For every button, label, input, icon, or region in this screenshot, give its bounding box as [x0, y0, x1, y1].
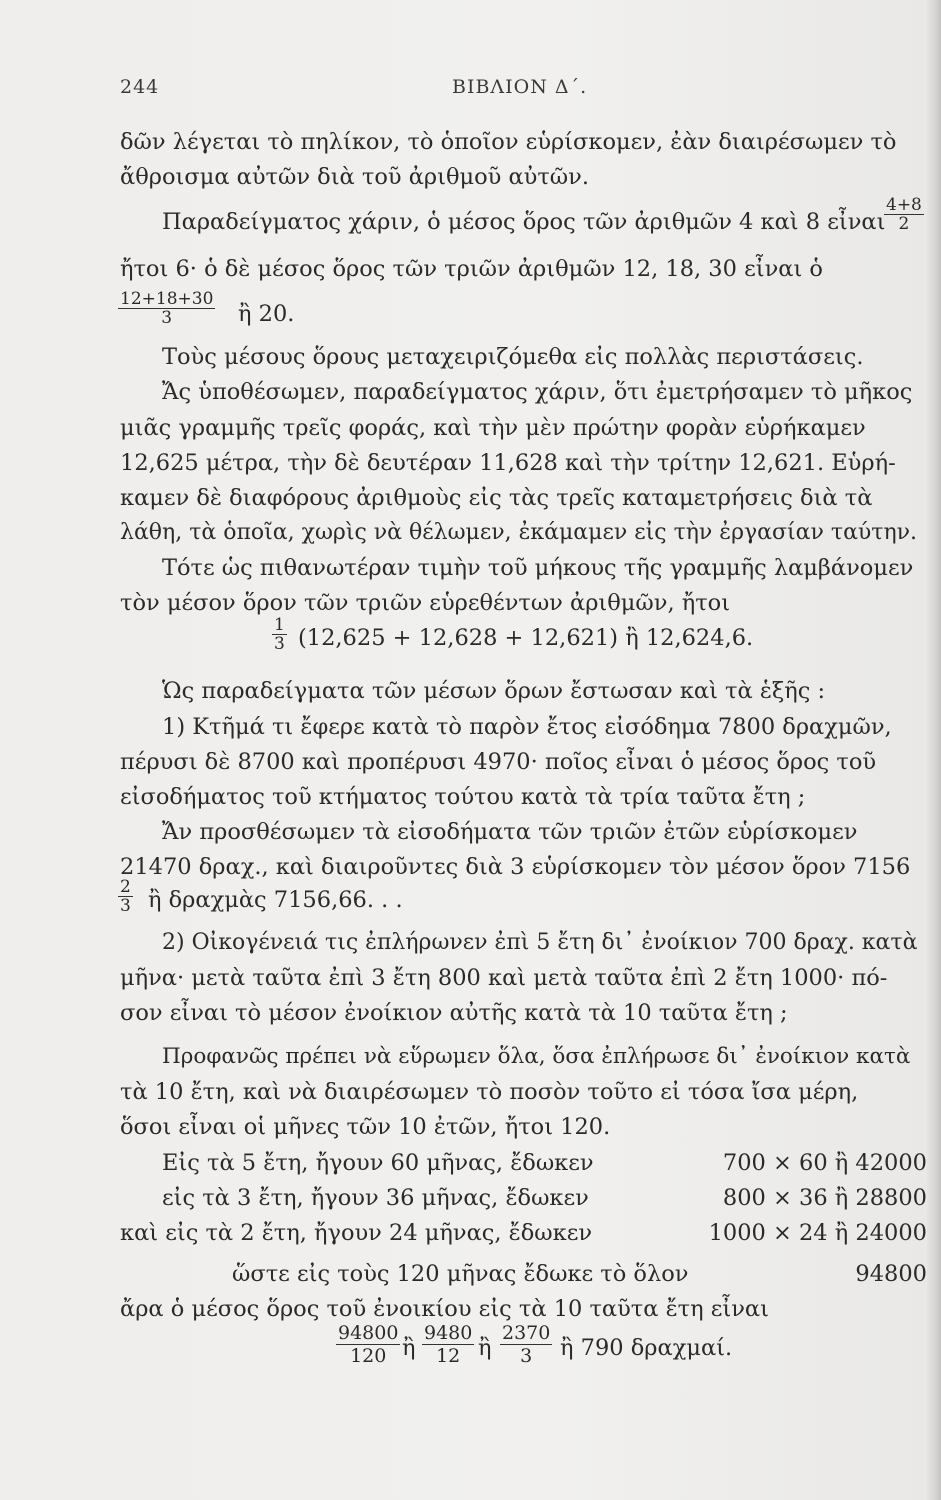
text-line: Ὡς παραδείγματα τῶν μέσων ὅρων ἔστωσαν καὶ τὰ ἑξῆς : [162, 678, 826, 704]
text-line: ὅσοι εἶναι οἱ μῆνες τῶν 10 ἐτῶν, ἤτοι 120. [120, 1114, 611, 1140]
text-line: 2) Οἰκογένειά τις ἐπλήρωνεν ἐπὶ 5 ἔτη δι᾽ ἐνοίκιον 700 δραχ. κατὰ [162, 930, 918, 955]
text-line: Τότε ὡς πιθανωτέραν τιμὴν τοῦ μήκους τῆς γραμμῆς λαμβάνομεν [162, 555, 914, 581]
fraction-denominator: 3 [274, 634, 285, 654]
text-line: σον εἶναι τὸ μέσον ἐνοίκιον αὐτῆς κατὰ τὰ 10 ταῦτα ἔτη ; [120, 1000, 788, 1026]
fraction-denominator: 3 [161, 308, 173, 328]
fraction [272, 616, 287, 653]
table-row-label: καὶ εἰς τὰ 2 ἔτη, ἤγουν 24 μῆνας, ἔδωκεν [120, 1220, 593, 1246]
text-line: μιᾶς γραμμῆς τρεῖς φοράς, καὶ τὴν μὲν πρώτην φορὰν εὑρήκαμεν [120, 415, 866, 441]
fraction [118, 878, 133, 915]
text-line: Προφανῶς πρέπει νὰ εὕρωμεν ὅλα, ὅσα ἐπλήρωσε δι᾽ ἐνοίκιον κατὰ [162, 1044, 911, 1069]
text-line: δῶν λέγεται τὸ πηλίκον, τὸ ὁποῖον εὑρίσκομεν, ἐὰν διαιρέσωμεν τὸ [120, 129, 897, 155]
fraction-numerator: 2370 [502, 1322, 551, 1344]
text-line: ἄρα ὁ μέσος ὅρος τοῦ ἐνοικίου εἰς τὰ 10 ταῦτα ἔτη εἶναι [120, 1296, 769, 1322]
text-line: λάθη, τὰ ὁποῖα, χωρὶς νὰ θέλωμεν, ἐκάμαμεν εἰς τὴν ἐργασίαν ταύτην. [120, 520, 918, 545]
fraction-denominator: 12 [436, 1345, 461, 1367]
fraction [422, 1322, 474, 1367]
table-row-calc: 800 × 36 ἢ 28800 [722, 1185, 927, 1211]
text-line: (12,625 + 12,628 + 12,621) ἢ 12,624,6. [298, 625, 754, 651]
sum-value: 94800 [855, 1261, 927, 1287]
page-number: 244 [120, 76, 160, 98]
text-line: μῆνα· μετὰ ταῦτα ἐπὶ 3 ἔτη 800 καὶ μετὰ ταῦτα ἐπὶ 2 ἔτη 1000· πό- [120, 965, 888, 991]
text-line: ὥστε εἰς τοὺς 120 μῆνας ἔδωκε τὸ ὅλον [232, 1261, 689, 1287]
text-line: 12,625 μέτρα, τὴν δὲ δευτέραν 11,628 καὶ τὴν τρίτην 12,621. Εὑρή- [120, 450, 896, 476]
fraction-denominator: 3 [120, 896, 131, 916]
fraction-denominator: 120 [350, 1345, 387, 1367]
fraction [884, 196, 924, 233]
text-line: ἢ [478, 1335, 492, 1361]
table-row-calc: 700 × 60 ἢ 42000 [722, 1150, 927, 1176]
text-line: Ἄς ὑποθέσωμεν, παραδείγματος χάριν, ὅτι ἐμετρήσαμεν τὸ μῆκος [162, 379, 913, 405]
text-line: 1) Κτῆμά τι ἔφερε κατὰ τὸ παρὸν ἔτος εἰσόδημα 7800 δραχμῶν, [162, 714, 892, 740]
table-row-label: εἰς τὰ 3 ἔτη, ἤγουν 36 μῆνας, ἔδωκεν [162, 1185, 589, 1211]
fraction-numerator: 94800 [338, 1322, 399, 1344]
fraction-numerator: 9480 [424, 1322, 473, 1344]
fraction-numerator: 1 [274, 615, 285, 635]
text-line: ἢ [402, 1335, 416, 1361]
page-edge-shadow [927, 0, 941, 1500]
fraction [500, 1322, 552, 1367]
text-line: ἤτοι 6· ὁ δὲ μέσος ὅρος τῶν τριῶν ἀριθμῶν 12, 18, 30 εἶναι ὁ [120, 256, 823, 282]
fraction-numerator: 2 [120, 877, 131, 897]
text-line: ἄθροισμα αὐτῶν διὰ τοῦ ἀριθμοῦ αὐτῶν. [120, 164, 589, 190]
text-line: Παραδείγματος χάριν, ὁ μέσος ὅρος τῶν ἀριθμῶν 4 καὶ 8 εἶναι [162, 209, 886, 235]
table-row-label: Εἰς τὰ 5 ἔτη, ἤγουν 60 μῆνας, ἔδωκεν [162, 1150, 594, 1176]
text-line: καμεν δὲ διαφόρους ἀριθμοὺς εἰς τὰς τρεῖς καταμετρήσεις διὰ τὰ [120, 485, 873, 511]
text-line: τὸν μέσον ὅρον τῶν τριῶν εὑρεθέντων ἀριθμῶν, ἤτοι [120, 590, 731, 616]
text-line: Τοὺς μέσους ὅρους μεταχειριζόμεθα εἰς πολλὰς περιστάσεις. [162, 344, 864, 370]
text-line: ἢ 20. [238, 301, 295, 327]
fraction [336, 1322, 400, 1367]
text-line: 21470 δραχ., καὶ διαιροῦντες διὰ 3 εὑρίσκομεν τὸν μέσον ὅρον 7156 [120, 854, 911, 880]
text-line: τὰ 10 ἔτη, καὶ νὰ διαιρέσωμεν τὸ ποσὸν τοῦτο εἰ τόσα ἴσα μέρη, [120, 1079, 859, 1105]
table-row-calc: 1000 × 24 ἢ 24000 [708, 1220, 927, 1246]
text-line: Ἄν προσθέσωμεν τὰ εἰσοδήματα τῶν τριῶν ἐτῶν εὑρίσκομεν [162, 819, 858, 845]
text-line: πέρυσι δὲ 8700 καὶ προπέρυσι 4970· ποῖος εἶναι ὁ μέσος ὅρος τοῦ [120, 749, 877, 775]
fraction-denominator: 2 [898, 214, 910, 234]
fraction-numerator: 12+18+30 [120, 289, 214, 309]
running-title: ΒΙΒΛΙΟΝ Δ΄. [452, 76, 588, 98]
text-line: ἢ 790 δραχμαί. [560, 1335, 733, 1361]
fraction-denominator: 3 [520, 1345, 533, 1367]
text-line: ἢ δραχμὰς 7156,66. . . [148, 887, 403, 913]
fraction-numerator: 4+8 [886, 195, 922, 215]
text-line: εἰσοδήματος τοῦ κτήματος τούτου κατὰ τὰ τρία ταῦτα ἔτη ; [120, 784, 806, 810]
fraction [118, 290, 215, 327]
